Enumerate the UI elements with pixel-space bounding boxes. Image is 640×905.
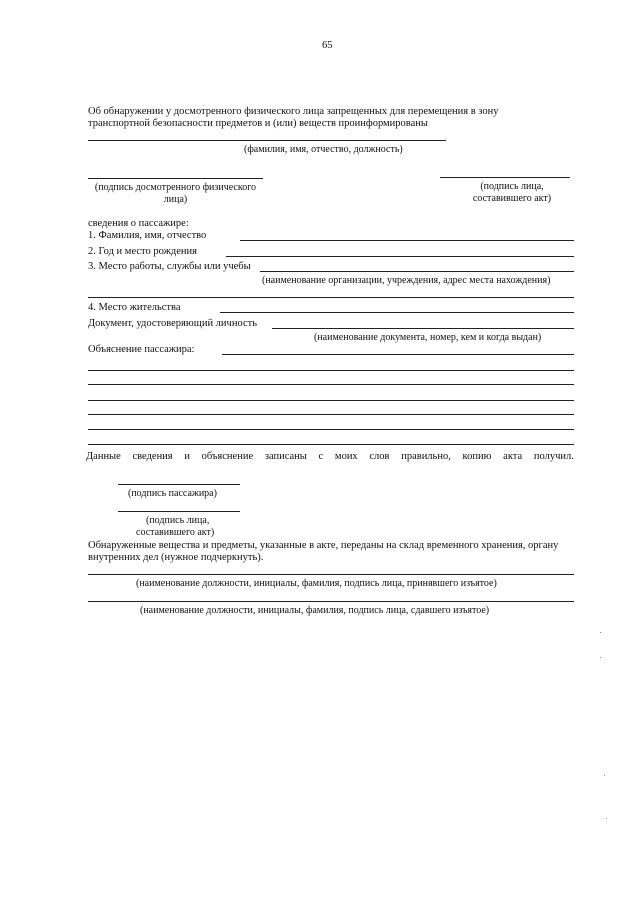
scan-speck bbox=[600, 632, 601, 633]
scan-speck bbox=[604, 775, 605, 776]
explanation-line-2 bbox=[88, 384, 574, 385]
statement-word: правильно, bbox=[401, 451, 451, 462]
explanation-line-1 bbox=[88, 370, 574, 371]
scan-speck bbox=[606, 818, 607, 819]
statement-word: с bbox=[318, 451, 324, 462]
informed-caption: (фамилия, имя, отчество, должность) bbox=[244, 144, 403, 155]
giver-caption: (наименование должности, инициалы, фамилия, подпись лица, сдавшего изъятое) bbox=[140, 605, 490, 616]
work-fill-line bbox=[260, 271, 574, 272]
birth-label: 2. Год и место рождения bbox=[88, 246, 197, 257]
passenger-info-title: сведения о пассажире: bbox=[88, 218, 189, 229]
work-extra-line bbox=[88, 297, 574, 298]
sig-inspected-caption-1: (подпись досмотренного физического bbox=[94, 182, 257, 193]
explanation-label: Объяснение пассажира: bbox=[88, 344, 195, 355]
statement-word: Данные bbox=[86, 451, 121, 462]
statement-word: сведения bbox=[132, 451, 173, 462]
sig-passenger-caption: (подпись пассажира) bbox=[128, 488, 217, 499]
sig-compiler-caption-2: составившего акт) bbox=[472, 193, 552, 204]
sig-inspected-caption-2: лица) bbox=[163, 194, 188, 205]
page-number: 65 bbox=[322, 40, 333, 51]
sig-compiler2-line bbox=[118, 511, 240, 512]
sig-compiler2-caption-2: составившего акт) bbox=[136, 527, 215, 538]
header-line-2: транспортной безопасности предметов и (или) веществ проинформированы bbox=[88, 118, 428, 129]
name-fill-line bbox=[240, 240, 574, 241]
transfer-line-1: Обнаруженные вещества и предметы, указанные в акте, переданы на склад временного хранения, органу bbox=[88, 540, 559, 551]
explanation-line-6 bbox=[88, 444, 574, 445]
residence-label: 4. Место жительства bbox=[88, 302, 181, 313]
explanation-line-4 bbox=[88, 414, 574, 415]
sig-compiler2-caption-1: (подпись лица, bbox=[146, 515, 210, 526]
sig-compiler-caption-1: (подпись лица, bbox=[480, 181, 544, 192]
receiver-fill-line bbox=[88, 574, 574, 575]
name-label: 1. Фамилия, имя, отчество bbox=[88, 230, 207, 241]
giver-fill-line bbox=[88, 601, 574, 602]
scan-speck bbox=[600, 657, 601, 658]
sig-inspected-line bbox=[88, 178, 263, 179]
work-caption: (наименование организации, учреждения, адрес места нахождения) bbox=[262, 275, 551, 286]
residence-fill-line bbox=[220, 312, 574, 313]
id-document-label: Документ, удостоверяющий личность bbox=[88, 318, 257, 329]
explanation-line-5 bbox=[88, 429, 574, 430]
informed-fill-line bbox=[88, 140, 446, 141]
transfer-line-2: внутренних дел (нужное подчеркнуть). bbox=[88, 552, 264, 563]
statement-line bbox=[86, 451, 574, 463]
explanation-fill-line bbox=[222, 354, 574, 355]
statement-word: моих bbox=[334, 451, 358, 462]
statement-word: акта bbox=[503, 451, 523, 462]
sig-compiler-line bbox=[440, 177, 570, 178]
id-document-caption: (наименование документа, номер, кем и когда выдан) bbox=[314, 332, 542, 343]
id-document-fill-line bbox=[272, 328, 574, 329]
receiver-caption: (наименование должности, инициалы, фамилия, подпись лица, принявшего изъятое) bbox=[136, 578, 497, 589]
statement-word: записаны bbox=[264, 451, 307, 462]
sig-passenger-line bbox=[118, 484, 240, 485]
birth-fill-line bbox=[226, 256, 574, 257]
work-label: 3. Место работы, службы или учебы bbox=[88, 261, 251, 272]
statement-word: и bbox=[184, 451, 190, 462]
header-line-1: Об обнаружении у досмотренного физического лица запрещенных для перемещения в зону bbox=[88, 106, 499, 117]
statement-word: слов bbox=[369, 451, 390, 462]
statement-word: копию bbox=[462, 451, 492, 462]
explanation-line-3 bbox=[88, 400, 574, 401]
statement-word: получил. bbox=[533, 451, 574, 462]
statement-word: объяснение bbox=[201, 451, 254, 462]
